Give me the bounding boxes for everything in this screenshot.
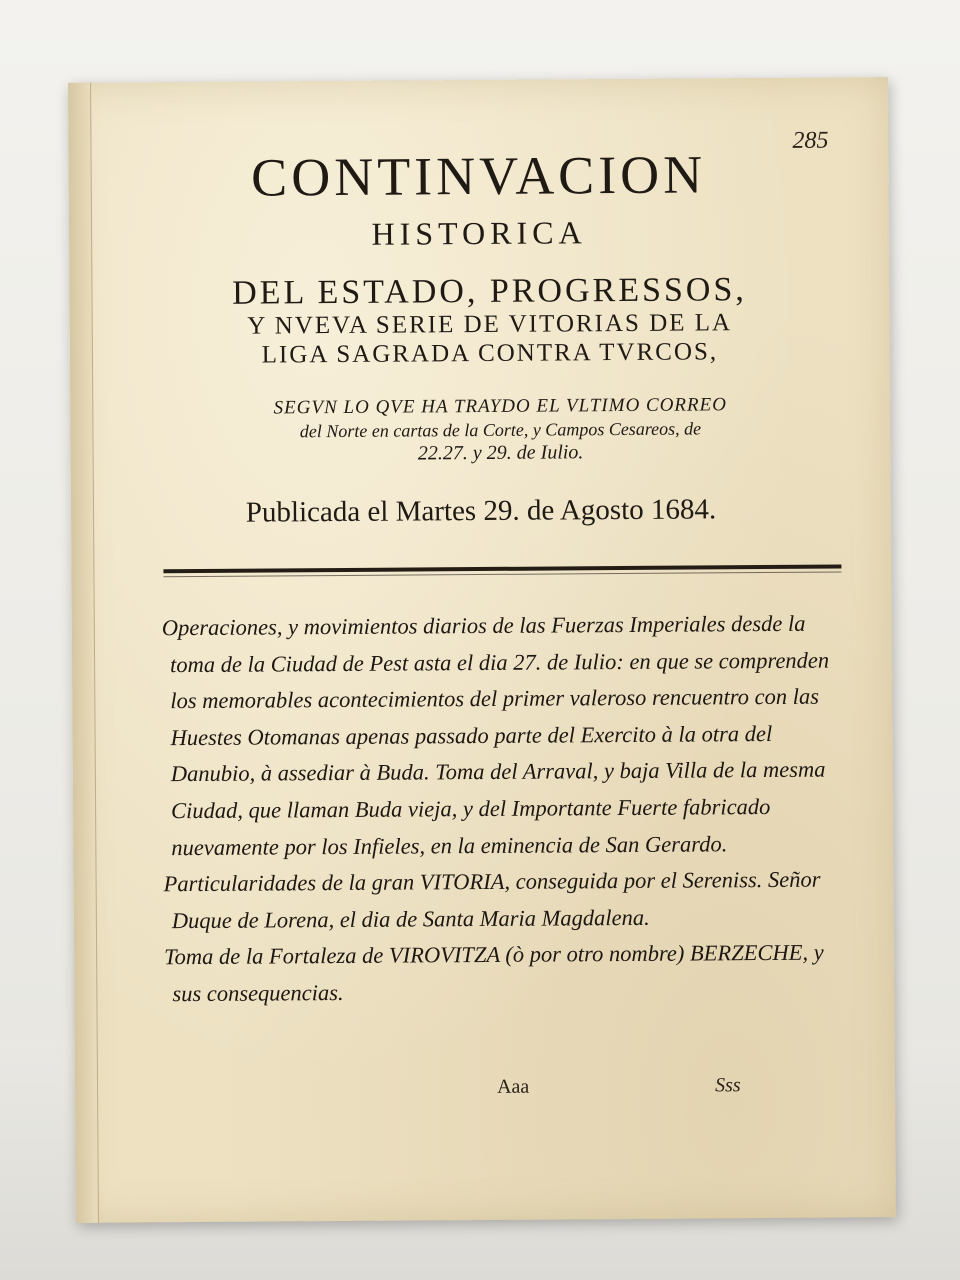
paragraph-particularidades: Particularidades de la gran VITORIA, conseguida por el Sereniss. Señor Duque de Lorena, el dia de Santa Maria Magdalena. [163, 866, 821, 933]
page-number: 285 [792, 127, 829, 154]
publication-date: Publicada el Martes 29. de Agosto 1684. [245, 493, 717, 529]
title-main: CONTINVACION [250, 144, 707, 208]
signature-mark-left: Aaa [496, 1075, 530, 1098]
body-text [162, 605, 847, 1012]
source-line-1: SEGVN LO QVE HA TRAYDO EL VLTIMO CORREO [273, 394, 728, 419]
paragraph-operaciones: Operaciones, y movimientos diarios de las Fuerzas Imperiales desde la toma de la Ciudad de Pest asta el dia 27. de Iulio: en que se comprenden los memorables acontecimientos del primer valeroso rencuentro con las Huestes Otomanas apenas passado parte del Exercito à la otra del Danubio, à assediar à Buda. Toma del Arraval, y baja Villa de la mesma Ciudad, que llaman Buda vieja, y del Importante Fuerte fabricado nuevamente por los Infieles, en la eminencia de San Gerardo. [161, 610, 830, 860]
subtitle-line-1: DEL ESTADO, PROGRESSOS, [232, 271, 747, 312]
source-line-3: 22.27. y 29. de Iulio. [417, 441, 584, 465]
source-line-2: del Norte en cartas de la Corte, y Campos Cesareos, de [299, 418, 702, 442]
paragraph-toma: Toma de la Fortaleza de VIROVITZA (ò por otro nombre) BERZECHE, y sus consequencias. [164, 939, 824, 1007]
subtitle [129, 269, 850, 371]
subtitle-line-3: LIGA SAGRADA CONTRA TVRCOS, [261, 338, 719, 369]
subtitle-line-2: Y NVEVA SERIE DE VITORIAS DE LA [247, 309, 733, 340]
source-note [150, 392, 850, 468]
signature-mark-right: Sss [714, 1074, 741, 1097]
document-page [68, 77, 896, 1223]
title-sub: HISTORICA [371, 214, 587, 252]
